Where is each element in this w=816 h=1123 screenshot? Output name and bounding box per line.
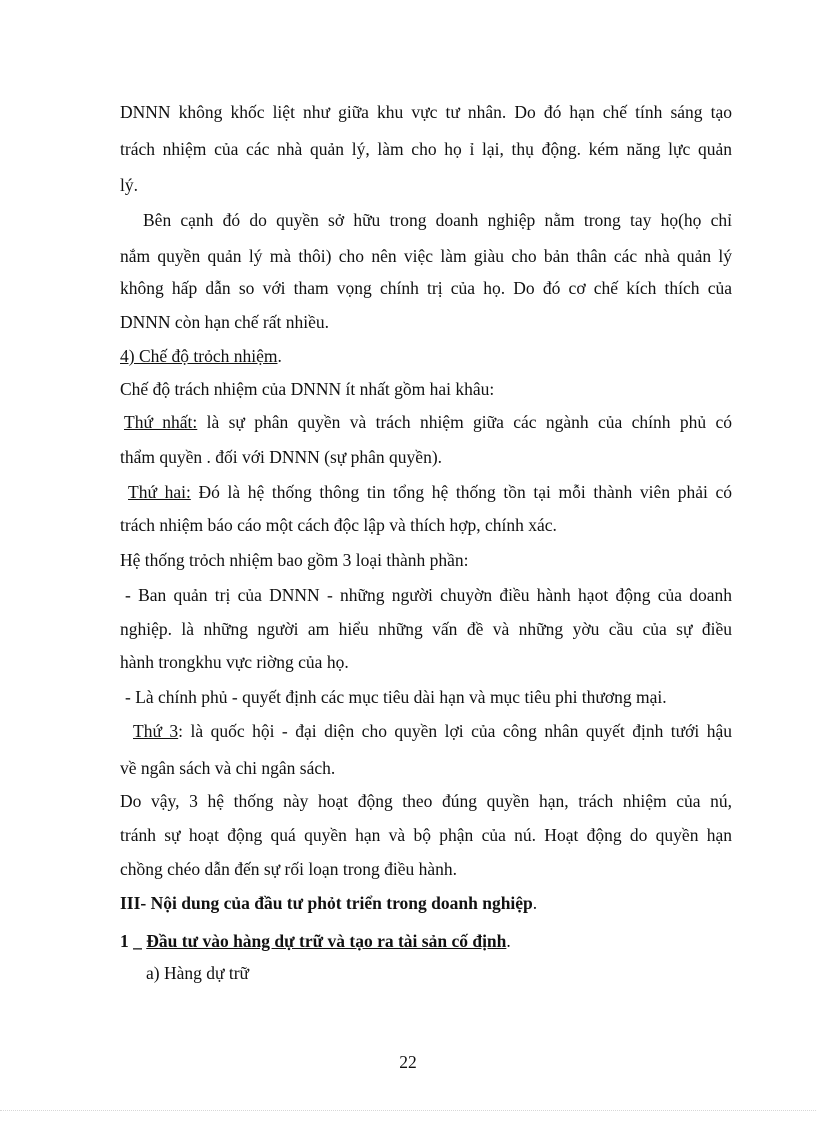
third-point-line bbox=[133, 720, 732, 742]
section-3-text: III- Nội dung của đầu tư phỏt triển trong doanh nghiệp bbox=[120, 893, 533, 913]
paragraph-line: DNNN còn hạn chế rất nhiều. bbox=[120, 312, 329, 332]
conclusion-line: Do vậy, 3 hệ thống này hoạt động theo đúng quyền hạn, trách nhiệm của nú, bbox=[120, 791, 732, 811]
paragraph-line: lý. bbox=[120, 175, 138, 195]
page-number: 22 bbox=[399, 1052, 417, 1072]
first-label: Thứ nhất: bbox=[124, 412, 198, 432]
bullet-line: - Là chính phủ - quyết định các mục tiêu dài hạn và mục tiêu phi thương mại. bbox=[125, 687, 667, 707]
system-intro: Hệ thống trỏch nhiệm bao gồm 3 loại thành phần: bbox=[120, 550, 469, 570]
conclusion-line: chồng chéo dẫn đến sự rối loạn trong điều hành. bbox=[120, 859, 458, 879]
second-label: Thứ hai: bbox=[128, 482, 191, 502]
paragraph-line: trách nhiệm của các nhà quản lý, làm cho họ ỉ lại, thụ động. kém năng lực quản bbox=[120, 139, 732, 159]
heading-4-text: 4) Chế độ trỏch nhiệm bbox=[120, 346, 278, 366]
intro-line: Chế độ trách nhiệm của DNNN ít nhất gồm hai khâu: bbox=[120, 379, 495, 399]
section-heading-3 bbox=[120, 892, 732, 914]
bullet-line: - Ban quản trị của DNNN - những người chuyờn điều hành hạot động của doanh bbox=[125, 585, 732, 605]
heading-4-tail: . bbox=[277, 346, 282, 366]
paragraph-line: không hấp dẫn so với tham vọng chính trị của họ. Do đó cơ chế kích thích của bbox=[120, 278, 732, 298]
second-point-line: trách nhiệm báo cáo một cách độc lập và thích hợp, chính xác. bbox=[120, 515, 557, 535]
paragraph-line: nắm quyền quản lý mà thôi) cho nên việc làm giàu cho bản thân các nhà quản lý bbox=[120, 246, 732, 266]
third-point-line: về ngân sách và chi ngân sách. bbox=[120, 758, 336, 778]
section-3-tail: . bbox=[532, 893, 538, 913]
subsection-heading-1 bbox=[120, 930, 732, 952]
page-bottom-divider bbox=[0, 1110, 816, 1111]
paragraph-line: DNNN không khốc liệt như giữa khu vực tư nhân. Do đó hạn chế tính sáng tạo bbox=[120, 102, 732, 122]
bullet-line: nghiệp. là những người am hiểu những vấn đề và những yờu cầu của sự điều bbox=[120, 619, 732, 639]
list-item-a: a) Hàng dự trữ bbox=[146, 963, 250, 983]
second-text: Đó là hệ thống thông tin tổng hệ thống tồn tại mỗi thành viên phải có bbox=[190, 482, 732, 502]
first-point-line: thẩm quyền . đối với DNNN (sự phân quyền). bbox=[120, 447, 443, 467]
heading-4 bbox=[120, 345, 732, 367]
paragraph-line: Bên cạnh đó do quyền sở hữu trong doanh nghiệp nằm trong tay họ(họ chỉ bbox=[143, 210, 732, 230]
second-point-line bbox=[128, 481, 732, 503]
sub-1-text: Đầu tư vào hàng dự trữ và tạo ra tài sản cố định bbox=[146, 931, 507, 951]
third-label: Thứ 3 bbox=[133, 721, 179, 741]
third-text: : là quốc hội - đại diện cho quyền lợi của công nhân quyết định tưới hậu bbox=[178, 721, 732, 741]
first-point-line bbox=[124, 411, 732, 433]
bullet-line: hành trongkhu vực riờng của họ. bbox=[120, 652, 349, 672]
first-text: là sự phân quyền và trách nhiệm giữa các ngành của chính phủ có bbox=[197, 412, 733, 432]
conclusion-line: tránh sự hoạt động quá quyền hạn và bộ phận của nú. Hoạt động do quyền hạn bbox=[120, 825, 732, 845]
sub-1-tail: . bbox=[506, 931, 511, 951]
sub-1-prefix: 1 _ bbox=[120, 931, 147, 951]
